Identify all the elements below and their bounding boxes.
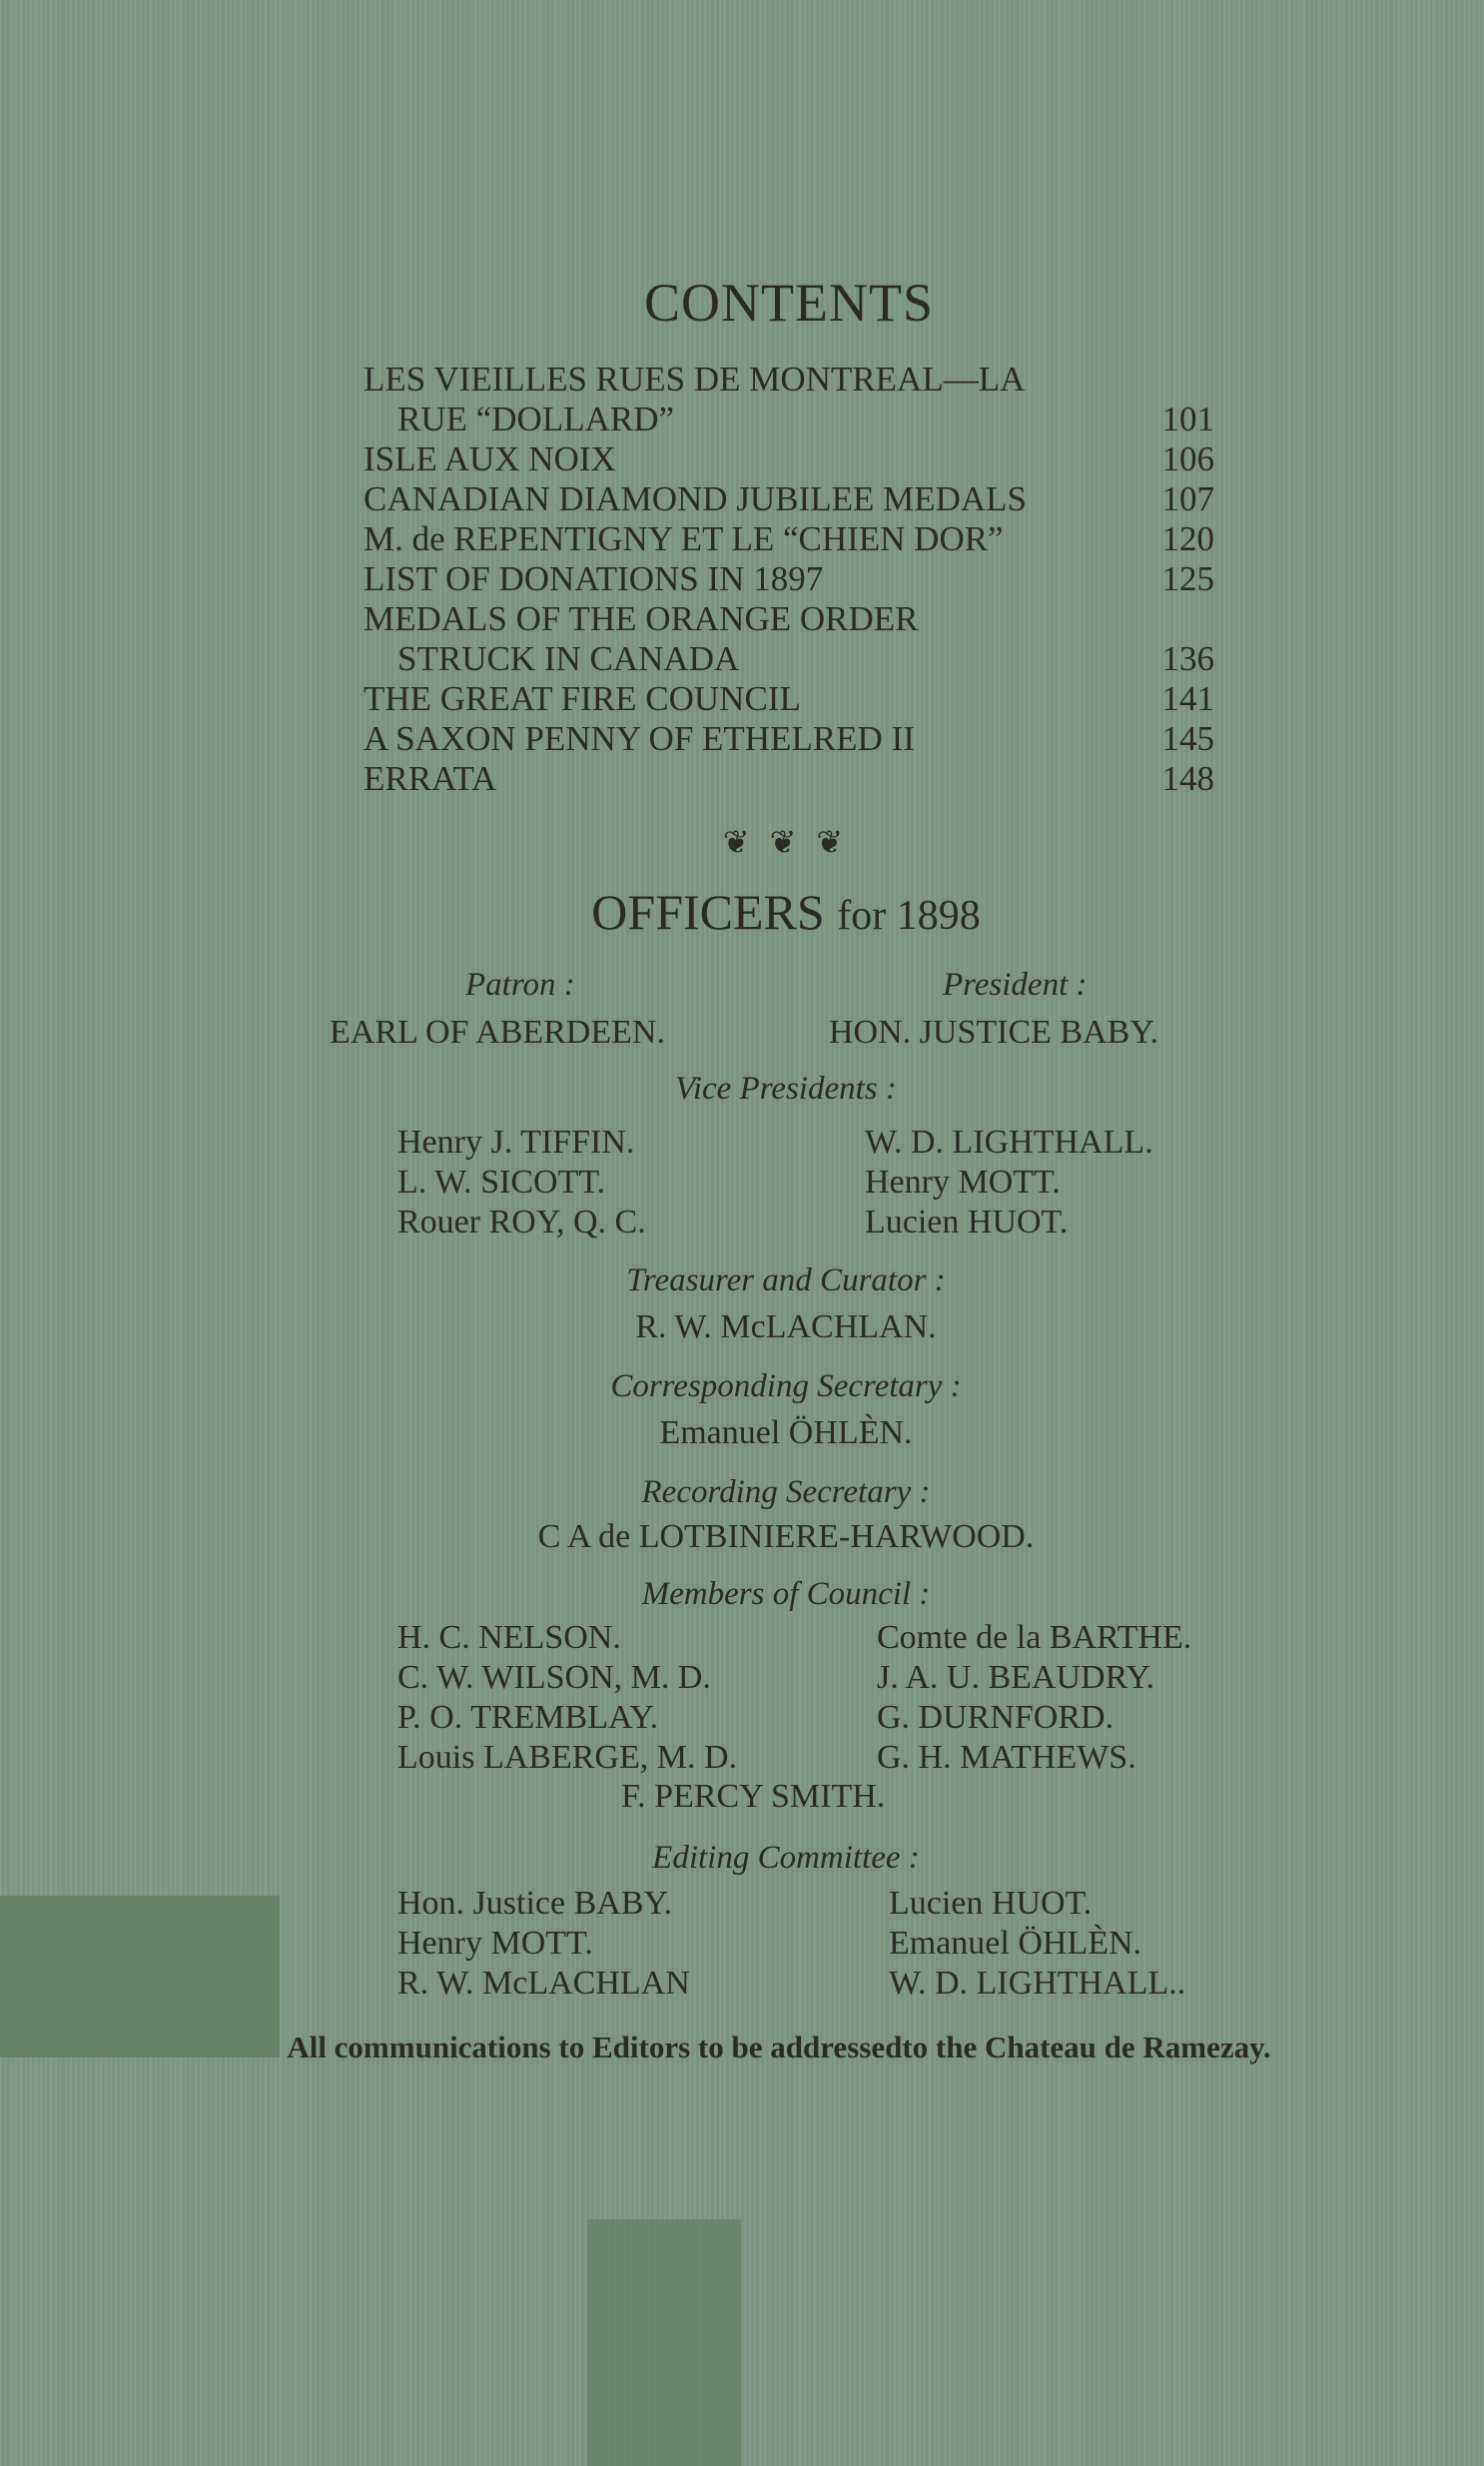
editing-committee-right bbox=[889, 1884, 1185, 2004]
council-member: Louis LABERGE, M. D. bbox=[397, 1739, 737, 1776]
editing-committee-left bbox=[397, 1884, 690, 2004]
toc-entry bbox=[364, 759, 1214, 799]
toc-entry-title: ISLE AUX NOIX bbox=[364, 439, 616, 478]
officers-heading-text: OFFICERS bbox=[591, 884, 825, 940]
committee-member: Lucien HUOT. bbox=[889, 1885, 1093, 1922]
council-member-last: F. PERCY SMITH. bbox=[621, 1778, 886, 1815]
council-member: C. W. WILSON, M. D. bbox=[397, 1659, 711, 1696]
toc-entry-page: 106 bbox=[1161, 439, 1214, 478]
committee-member: Emanuel ÖHLÈN. bbox=[889, 1925, 1142, 1962]
officer-name: W. D. LIGHTHALL. bbox=[865, 1124, 1153, 1161]
toc-entry-page: 125 bbox=[1161, 559, 1214, 598]
toc-entry bbox=[364, 719, 1214, 759]
president-name: HON. JUSTICE BABY. bbox=[829, 1014, 1158, 1051]
vice-presidents-left bbox=[397, 1123, 646, 1242]
patron-name: EARL OF ABERDEEN. bbox=[330, 1014, 665, 1051]
committee-member: R. W. McLACHLAN bbox=[397, 1965, 690, 2002]
council-member: Comte de la BARTHE. bbox=[877, 1619, 1192, 1656]
toc-entry bbox=[364, 519, 1214, 559]
officer-name: Lucien HUOT. bbox=[865, 1204, 1069, 1240]
editing-committee-label: Editing Committee : bbox=[652, 1840, 920, 1876]
vice-presidents-right bbox=[865, 1123, 1153, 1242]
toc-entry-page: 145 bbox=[1161, 719, 1214, 758]
committee-member: W. D. LIGHTHALL.. bbox=[889, 1965, 1186, 2002]
council-label: Members of Council : bbox=[641, 1576, 931, 1612]
vice-presidents-label: Vice Presidents : bbox=[675, 1071, 897, 1107]
officers-heading bbox=[0, 883, 1484, 941]
officer-name: Rouer ROY, Q. C. bbox=[397, 1204, 646, 1240]
council-member: J. A. U. BEAUDRY. bbox=[877, 1659, 1155, 1696]
tape-strip-bottom bbox=[587, 2219, 741, 2466]
recording-secretary-label: Recording Secretary : bbox=[641, 1474, 931, 1510]
toc-entry-page: 141 bbox=[1161, 679, 1214, 718]
toc-entry-title: M. de REPENTIGNY ET LE “CHIEN DOR” bbox=[364, 519, 1004, 558]
toc-entry bbox=[364, 439, 1214, 479]
corresponding-secretary-name: Emanuel ÖHLÈN. bbox=[659, 1414, 913, 1451]
toc-entry bbox=[364, 599, 1214, 639]
committee-member: Hon. Justice BABY. bbox=[397, 1885, 673, 1922]
toc-entry-title: RUE “DOLLARD” bbox=[397, 400, 675, 438]
treasurer-label: Treasurer and Curator : bbox=[626, 1262, 946, 1298]
toc-entry-title: A SAXON PENNY OF ETHELRED II bbox=[364, 719, 915, 758]
officers-heading-year: for 1898 bbox=[837, 893, 981, 939]
council-member: H. C. NELSON. bbox=[397, 1619, 621, 1656]
council-left bbox=[397, 1618, 737, 1778]
council-member: G. DURNFORD. bbox=[877, 1699, 1114, 1736]
toc-entry-title: ERRATA bbox=[364, 759, 497, 798]
toc-entry bbox=[364, 360, 1214, 400]
toc-entry-page: 101 bbox=[1161, 400, 1214, 438]
toc-entry-page: 120 bbox=[1161, 519, 1214, 558]
contents-heading: CONTENTS bbox=[644, 273, 934, 333]
toc-entry bbox=[364, 679, 1214, 719]
toc-entry-title: CANADIAN DIAMOND JUBILEE MEDALS bbox=[364, 479, 1027, 518]
toc-entry bbox=[364, 400, 1214, 439]
committee-member: Henry MOTT. bbox=[397, 1925, 593, 1962]
council-member: P. O. TREMBLAY. bbox=[397, 1699, 659, 1736]
officer-name: Henry J. TIFFIN. bbox=[397, 1124, 635, 1161]
toc-entry bbox=[364, 559, 1214, 599]
recording-secretary-name: C A de LOTBINIERE-HARWOOD. bbox=[537, 1518, 1035, 1555]
toc-entry-title: MEDALS OF THE ORANGE ORDER bbox=[364, 599, 919, 638]
toc-entry-title: LIST OF DONATIONS IN 1897 bbox=[364, 559, 824, 598]
officer-name: L. W. SICOTT. bbox=[397, 1164, 606, 1201]
corresponding-secretary-label: Corresponding Secretary : bbox=[610, 1368, 962, 1404]
council-member: G. H. MATHEWS. bbox=[877, 1739, 1136, 1776]
president-label: President : bbox=[943, 967, 1088, 1003]
toc-entry-title: THE GREAT FIRE COUNCIL bbox=[364, 679, 801, 718]
toc-entry-title: STRUCK IN CANADA bbox=[397, 639, 740, 678]
toc-entry-page: 136 bbox=[1161, 639, 1214, 678]
toc-entry-page: 107 bbox=[1161, 479, 1214, 518]
ornament-divider: ❦ ❦ ❦ bbox=[722, 824, 850, 860]
toc-entry bbox=[364, 479, 1214, 519]
contents-list bbox=[364, 360, 1214, 799]
toc-entry-title: LES VIEILLES RUES DE MONTREAL—LA bbox=[364, 360, 1026, 399]
council-right bbox=[877, 1618, 1191, 1778]
toc-entry-page: 148 bbox=[1161, 759, 1214, 798]
officer-name: Henry MOTT. bbox=[865, 1164, 1061, 1201]
toc-entry-page bbox=[1150, 599, 1214, 639]
treasurer-name: R. W. McLACHLAN. bbox=[635, 1308, 937, 1345]
toc-entry-page bbox=[1150, 360, 1214, 400]
footer-note: All communications to Editors to be addressedto the Chateau de Ramezay. bbox=[287, 2030, 1271, 2064]
patron-label: Patron : bbox=[465, 967, 575, 1003]
toc-entry bbox=[364, 639, 1214, 679]
